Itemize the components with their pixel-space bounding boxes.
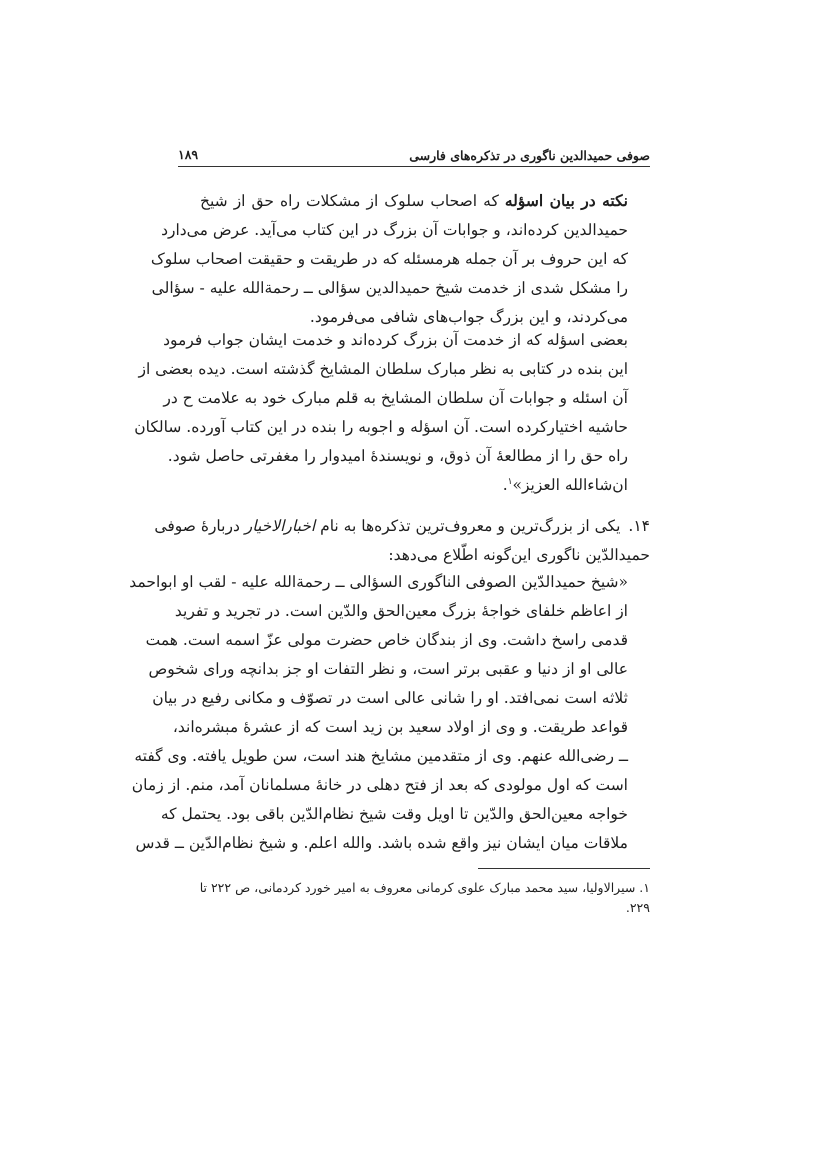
text-line: که این حروف بر آن جمله هرمسئله که در طریقت و حقیقت اصحاب سلوک [150, 250, 628, 268]
text-line: خواجه معین‌الحق والدّین تا اویل وقت شیخ نظام‌الدّین باقی بود. یحتمل که [160, 805, 628, 823]
footnote-reference[interactable]: ۱ [507, 476, 513, 487]
quotation-block [129, 568, 628, 858]
text-line: عالی او از دنیا و عقبی برتر است، و نظر التفات او جز بدانچه ورای شخوص [148, 660, 628, 678]
text-line: حمیدالدین کرده‌اند، و جوابات آن بزرگ در این کتاب می‌آید. عرض می‌دارد [161, 221, 628, 239]
text-line: قدمی راسخ داشت. وی از بندگان خاص حضرت مولی عزّ اسمه است. همت [145, 631, 628, 649]
running-header [178, 144, 650, 168]
text-line: این بنده در کتابی به نظر مبارک سلطان المشایخ گذشته است. دیده بعضی از [138, 360, 628, 378]
header-divider [178, 166, 650, 167]
section-questions-detail [134, 326, 628, 500]
text-line: ۱۴.یکی از بزرگ‌ترین و معروف‌ترین تذکره‌ها به نام اخبارالاخیار دربارهٔ صوفی [178, 512, 650, 541]
text-line: «شیخ حمیدالدّین الصوفی الناگوری السؤالی ــ رحمةالله علیه - لقب او ابواحمد [129, 573, 628, 591]
text-line: ــ رضی‌الله عنهم. وی از متقدمین مشایخ هند است، سن طویل یافته. وی گفته [134, 747, 628, 765]
text-line: ثلاثه است نمی‌افتد. او را شانی عالی است در تصوّف و مکانی رفیع در بیان [152, 689, 628, 707]
text-line: است که اول مولودی که بعد از فتح دهلی در خانهٔ مسلمانان آمد، منم. از زمان [131, 776, 628, 794]
text-line: حمیدالدّین ناگوری این‌گونه اطّلاع می‌دهد: [388, 546, 650, 564]
footnote: ۱. سیرالاولیا، سید محمد مبارک علوی کرمانی معروف به امیر خورد کردمانی، ص ۲۲۲ تا ۲۲۹. [199, 880, 650, 915]
numbered-paragraph-14 [154, 512, 650, 570]
book-title: اخبارالاخیار [244, 517, 316, 535]
text-line: می‌کردند، و این بزرگ جواب‌های شافی می‌فرمود. [309, 308, 628, 326]
page-number: ۱۸۹ [178, 147, 199, 162]
text-line: بعضی اسؤله که از خدمت آن بزرگ کرده‌اند و خدمت ایشان جواب فرمود [163, 331, 628, 349]
bold-heading: نکته در بیان اسؤله [504, 191, 628, 210]
text-line: ملاقات میان ایشان نیز واقع شده باشد. والله اعلم. و شیخ نظام‌الدّین ــ قدس [135, 834, 628, 852]
text-line: نکته در بیان اسؤله که اصحاب سلوک از مشکلات راه حق از شیخ [200, 191, 628, 210]
text-line: از اعاظم خلفای خواجهٔ بزرگ معین‌الحق والدّین است. در تجرید و تفرید [174, 602, 628, 620]
text-line: راه حق را از مطالعهٔ آن ذوق، و نویسندهٔ امیدوار را مغفرتی حاصل شود. [167, 447, 628, 465]
text-line: آن اسئله و جوابات آن سلطان المشایخ به قلم مبارک خود به علامت ح در [163, 389, 628, 407]
text-line: ان‌شاءالله العزیز»$^۱$. [502, 476, 628, 494]
running-title: صوفی حمیدالدین ناگوری در تذکره‌های فارسی [409, 148, 650, 163]
text-line: حاشیه اختیارکرده است. آن اسؤله و اجوبه را بنده در این کتاب آورده. سالکان [134, 418, 628, 436]
paragraph-number: ۱۴. [628, 517, 650, 535]
section-questions-intro [150, 186, 628, 332]
footnote-divider [478, 868, 650, 869]
text-line: قواعد طریقت. و وی از اولاد سعید بن زید است که از عشرهٔ مبشره‌اند، [172, 718, 628, 736]
text-line: را مشکل شدی از خدمت شیخ حمیدالدین سؤالی ــ رحمةالله علیه - سؤالی [151, 279, 628, 297]
